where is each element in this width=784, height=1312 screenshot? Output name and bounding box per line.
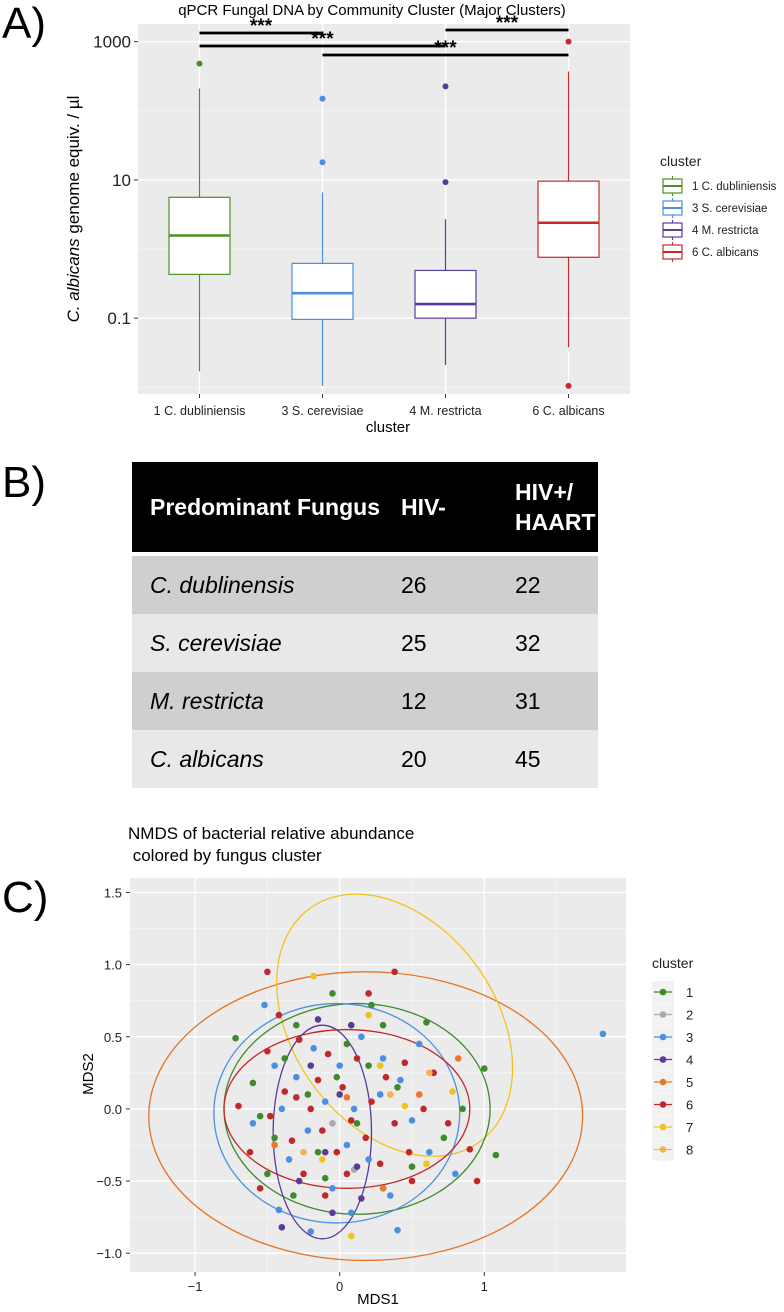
point-cluster-6 (325, 1051, 332, 1058)
x-tick-label: 0 (336, 1279, 344, 1294)
outlier-point (443, 179, 449, 185)
y-tick-label: 0.5 (103, 1029, 122, 1045)
point-cluster-6 (333, 1149, 340, 1156)
point-cluster-1 (354, 1120, 361, 1127)
legend-item (663, 176, 777, 196)
legend-label: 6 C. albicans (692, 247, 759, 259)
legend-label: 3 S. cerevisiae (692, 203, 768, 215)
nmds-scatter-chart (0, 820, 784, 1312)
point-cluster-1 (481, 1065, 488, 1072)
table-row (132, 730, 598, 788)
point-cluster-3 (293, 1074, 300, 1081)
legend-key-point (660, 1146, 667, 1153)
y-tick-label: 1.0 (103, 957, 122, 973)
table-row (132, 614, 598, 672)
point-cluster-6 (235, 1103, 242, 1110)
point-cluster-3 (387, 1192, 394, 1199)
point-cluster-3 (261, 1002, 268, 1009)
point-cluster-6 (315, 1077, 322, 1084)
point-cluster-5 (416, 1091, 423, 1098)
legend-label: 6 (686, 1097, 694, 1113)
point-cluster-1 (290, 1192, 297, 1199)
boxplot-chart (0, 0, 784, 440)
point-cluster-1 (368, 1002, 375, 1009)
table-row (132, 672, 598, 730)
point-cluster-3 (305, 1127, 312, 1134)
point-cluster-1 (264, 1171, 271, 1178)
point-cluster-1 (257, 1113, 264, 1120)
point-cluster-3 (276, 1207, 283, 1214)
legend-item (652, 981, 693, 1003)
legend-title: cluster (652, 955, 694, 971)
table-header-row (132, 462, 598, 552)
outlier-point (566, 383, 572, 389)
point-cluster-5 (455, 1055, 462, 1062)
outlier-point (320, 96, 326, 102)
point-cluster-1 (250, 1080, 257, 1087)
legend-key-point (660, 1011, 667, 1018)
point-cluster-4 (279, 1224, 286, 1231)
legend-label: 1 (686, 985, 694, 1000)
point-cluster-3 (279, 1106, 286, 1113)
row-hiv-negative: 20 (383, 730, 497, 788)
point-cluster-4 (315, 1016, 322, 1023)
legend-label: 4 M. restricta (692, 225, 759, 237)
point-cluster-7 (377, 1062, 384, 1069)
point-cluster-4 (348, 1022, 355, 1029)
point-cluster-6 (257, 1185, 264, 1192)
point-cluster-6 (348, 1117, 355, 1124)
point-cluster-6 (344, 1171, 351, 1178)
point-cluster-3 (452, 1171, 459, 1178)
legend-key-point (660, 1124, 667, 1131)
point-cluster-6 (300, 1171, 307, 1178)
x-tick-label: 4 M. restricta (409, 404, 482, 418)
point-cluster-1 (271, 1134, 278, 1141)
point-cluster-3 (416, 1041, 423, 1048)
header-hiv-negative: HIV- (383, 462, 497, 552)
row-hiv-negative: 12 (383, 672, 497, 730)
legend-item (663, 242, 759, 262)
point-cluster-6 (354, 1055, 361, 1062)
x-tick-label: 1 (480, 1279, 488, 1294)
outlier-point (320, 159, 326, 165)
point-cluster-3 (380, 1055, 387, 1062)
chart-c-title-line2: colored by fungus cluster (128, 846, 322, 865)
point-cluster-1 (459, 1106, 466, 1113)
point-cluster-1 (333, 1074, 340, 1081)
point-cluster-7 (310, 973, 317, 980)
point-cluster-1 (281, 1055, 288, 1062)
significance-label: *** (311, 29, 334, 50)
point-cluster-6 (391, 1120, 398, 1127)
legend-key-point (660, 1101, 667, 1108)
y-tick-label: 1.5 (103, 885, 122, 901)
point-cluster-4 (354, 1163, 361, 1170)
row-hiv-positive: 22 (497, 556, 598, 614)
table-row (132, 556, 598, 614)
outlier-point (197, 61, 203, 67)
legend-item (652, 1139, 693, 1161)
legend-label: 8 (686, 1142, 694, 1158)
point-cluster-7 (319, 1156, 326, 1163)
point-cluster-1 (232, 1035, 239, 1042)
point-cluster-6 (276, 1012, 283, 1019)
point-cluster-4 (336, 1091, 343, 1098)
point-cluster-3 (365, 1156, 372, 1163)
box-body (538, 181, 599, 257)
point-cluster-6 (307, 1106, 314, 1113)
point-cluster-1 (365, 1062, 372, 1069)
point-cluster-4 (358, 1195, 365, 1202)
point-cluster-3 (329, 1185, 336, 1192)
point-cluster-6 (264, 969, 271, 976)
panel-letter-c: C) (2, 873, 49, 922)
x-tick-label: 6 C. albicans (532, 404, 605, 418)
point-cluster-3 (271, 1062, 278, 1069)
point-cluster-6 (281, 1088, 288, 1095)
point-cluster-5 (380, 1185, 387, 1192)
legend-item (663, 198, 767, 218)
point-cluster-2 (329, 1120, 336, 1127)
plot-a-x-label: cluster (365, 419, 411, 436)
legend-key-point (660, 1079, 667, 1086)
legend-item (652, 1071, 693, 1093)
point-cluster-7 (348, 1233, 355, 1240)
point-cluster-1 (409, 1163, 416, 1170)
point-cluster-7 (449, 1088, 456, 1095)
point-cluster-3 (307, 1228, 314, 1235)
legend-label: 7 (686, 1120, 694, 1135)
legend-item (652, 1094, 693, 1116)
significance-label: *** (249, 16, 273, 37)
point-cluster-4 (296, 1178, 303, 1185)
row-fungus: C. albicans (132, 730, 383, 788)
legend-label: 5 (686, 1075, 694, 1090)
point-cluster-6 (339, 1084, 346, 1091)
legend-item (652, 1049, 693, 1071)
point-cluster-7 (365, 1012, 372, 1019)
point-cluster-3 (322, 1098, 329, 1105)
significance-label: *** (434, 38, 457, 59)
row-hiv-negative: 25 (383, 614, 497, 672)
point-cluster-1 (322, 1175, 329, 1182)
point-cluster-6 (377, 1160, 384, 1167)
point-cluster-3 (600, 1031, 607, 1038)
point-cluster-8 (426, 1070, 433, 1077)
row-hiv-positive: 32 (497, 614, 598, 672)
point-cluster-3 (397, 1077, 404, 1084)
point-cluster-5 (271, 1142, 278, 1149)
point-cluster-6 (467, 1146, 474, 1153)
outlier-point (443, 83, 449, 89)
point-cluster-6 (368, 1098, 375, 1105)
plot-c-x-label: MDS1 (357, 1291, 399, 1308)
y-tick-label: −1.0 (96, 1246, 122, 1262)
point-cluster-6 (319, 1127, 326, 1134)
point-cluster-1 (305, 1091, 312, 1098)
point-cluster-1 (394, 1084, 401, 1091)
legend-label: 3 (686, 1030, 694, 1045)
plot-a-legend (660, 153, 777, 262)
legend-item (663, 220, 759, 240)
point-cluster-4 (329, 1210, 336, 1217)
legend-item (652, 1026, 693, 1048)
point-cluster-6 (474, 1178, 481, 1185)
header-hiv-positive: HIV+/ HAART (497, 462, 598, 552)
chart-a-title: qPCR Fungal DNA by Community Cluster (Major Clusters) (178, 2, 566, 19)
plot-c-y-label: MDS2 (80, 1053, 97, 1095)
header-predominant-fungus: Predominant Fungus (132, 462, 383, 552)
y-tick-label: 1000 (93, 32, 131, 52)
panel-letter-a: A) (2, 0, 46, 48)
point-cluster-1 (293, 1022, 300, 1029)
point-cluster-1 (493, 1152, 500, 1159)
plot-c-legend (652, 955, 694, 1161)
point-cluster-6 (289, 1137, 296, 1144)
legend-item (652, 1116, 693, 1138)
point-cluster-1 (380, 1022, 387, 1029)
point-cluster-6 (445, 1120, 452, 1127)
box-body (415, 270, 476, 318)
x-tick-label: 3 S. cerevisiae (281, 404, 364, 418)
plot-a-x-axis (154, 394, 605, 418)
point-cluster-6 (383, 1074, 390, 1081)
y-tick-label: −0.5 (96, 1174, 122, 1190)
row-hiv-positive: 45 (497, 730, 598, 788)
y-tick-label: 0.0 (103, 1101, 122, 1117)
point-cluster-3 (426, 1149, 433, 1156)
point-cluster-6 (409, 1178, 416, 1185)
legend-label: 1 C. dubliniensis (692, 181, 777, 193)
point-cluster-4 (307, 1062, 314, 1069)
x-tick-label: 1 C. dubliniensis (153, 404, 246, 418)
x-tick-label: −1 (187, 1279, 203, 1294)
point-cluster-8 (300, 1149, 307, 1156)
point-cluster-3 (409, 1117, 416, 1124)
point-cluster-7 (401, 1103, 408, 1110)
point-cluster-3 (348, 1210, 355, 1217)
point-cluster-6 (365, 990, 372, 997)
point-cluster-4 (322, 1149, 329, 1156)
point-cluster-6 (391, 969, 398, 976)
legend-key-point (660, 989, 667, 996)
row-fungus: C. dublinensis (132, 556, 383, 614)
outlier-point (566, 39, 572, 45)
point-cluster-6 (296, 1036, 303, 1043)
legend-key-point (660, 1056, 667, 1063)
plot-a-y-label: C. albicans genome equiv. / µl (64, 95, 83, 323)
point-cluster-1 (440, 1134, 447, 1141)
point-cluster-3 (358, 1033, 365, 1040)
point-cluster-6 (264, 1048, 271, 1055)
point-cluster-1 (315, 1149, 322, 1156)
point-cluster-3 (310, 1045, 317, 1052)
y-tick-label: 10 (112, 170, 131, 190)
legend-label: 4 (686, 1052, 694, 1068)
legend-item (652, 1004, 693, 1026)
row-fungus: S. cerevisiae (132, 614, 383, 672)
point-cluster-1 (423, 1019, 430, 1026)
legend-title: cluster (660, 153, 702, 169)
y-tick-label: 0.1 (107, 309, 131, 329)
point-cluster-1 (344, 1041, 351, 1048)
chart-c-title-line1: NMDS of bacterial relative abundance (128, 824, 415, 843)
point-cluster-3 (250, 1120, 257, 1127)
legend-key-point (660, 1034, 667, 1041)
box-body (292, 263, 353, 319)
point-cluster-8 (387, 1091, 394, 1098)
point-cluster-6 (406, 1149, 413, 1156)
point-cluster-3 (377, 1091, 384, 1098)
legend-label: 2 (686, 1007, 694, 1023)
point-cluster-5 (344, 1094, 351, 1101)
point-cluster-6 (293, 1094, 300, 1101)
plot-a-y-axis (93, 33, 138, 329)
row-hiv-negative: 26 (383, 556, 497, 614)
point-cluster-6 (322, 1192, 329, 1199)
row-fungus: M. restricta (132, 672, 383, 730)
point-cluster-6 (247, 1149, 254, 1156)
row-hiv-positive: 31 (497, 672, 598, 730)
point-cluster-6 (420, 1106, 427, 1113)
panel-letter-b: B) (2, 458, 46, 507)
point-cluster-6 (362, 1134, 369, 1141)
significance-label: *** (495, 13, 519, 34)
point-cluster-3 (394, 1227, 401, 1234)
point-cluster-6 (401, 1059, 408, 1066)
point-cluster-1 (329, 990, 336, 997)
point-cluster-3 (351, 1106, 358, 1113)
point-cluster-3 (344, 1142, 351, 1149)
point-cluster-3 (286, 1156, 293, 1163)
fungus-table (132, 462, 598, 788)
point-cluster-6 (267, 1113, 274, 1120)
point-cluster-3 (336, 1062, 343, 1069)
point-cluster-7 (423, 1160, 430, 1167)
